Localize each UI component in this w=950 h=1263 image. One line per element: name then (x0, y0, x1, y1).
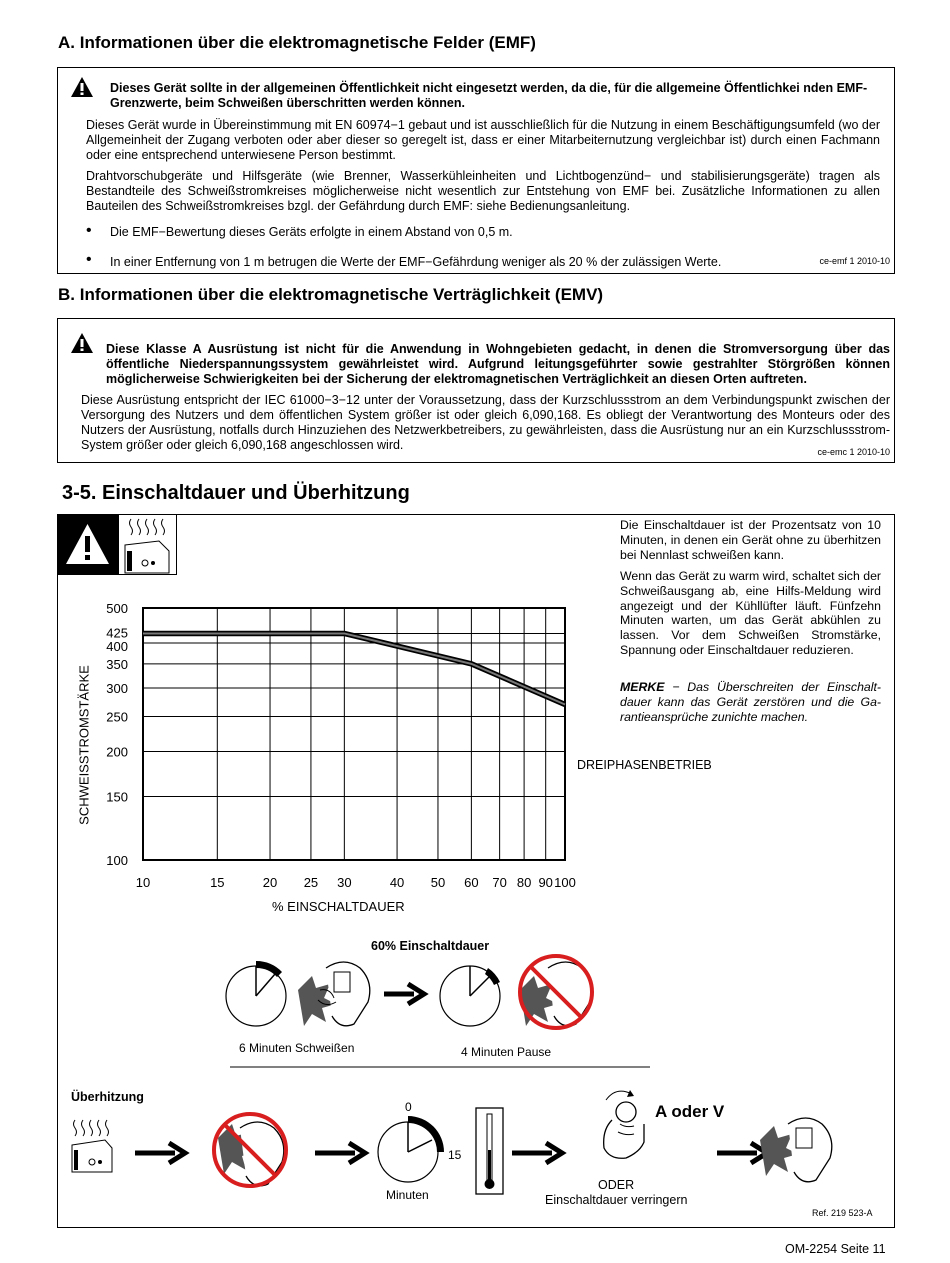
chart-y-tick-label: 400 (106, 638, 128, 654)
pause-label: 4 Minuten Pause (461, 1045, 552, 1059)
duty-text-2: Wenn das Gerät zu warm wird, schaltet sich der Schweißausgang ab, eine Hilfs-Meldung wird angezeigt und der Kühllüfter läuft. Fünfzehn Minuten warten, um das Gerät abkühlen zu lassen. Vor dem Schweißen Stromstärke, Spannung oder Einschaltdauer reduzieren. (620, 569, 881, 657)
emf-bullet-1: Die EMF−Bewertung dieses Geräts erfolgte in einem Abstand von 0,5 m. (110, 225, 513, 239)
chart-x-tick-label: 50 (430, 875, 446, 890)
a-oder-v-label: A oder V (655, 1102, 725, 1121)
emf-para-1: Dieses Gerät wurde in Übereinstimmung mit EN 60974−1 gebaut und ist ausschließlich für die Nutzung in einem Beschäftigungsumfeld (wo der Allgemeinheit der Zugang verboten oder aber dieser so geregelt ist, dass er einer Mitarbeiternutzung vergleichbar ist) durch einen Fachmann oder eine entsprechend unterwiesene Person bestimmt. (86, 118, 880, 162)
chart-y-tick-label: 350 (106, 656, 128, 672)
reduce-label: Einschaltdauer verringern (545, 1193, 688, 1207)
chart-x-tick-label: 90 (538, 875, 553, 890)
arrow-icon (384, 984, 424, 1004)
section-b-title: B. Informationen über die elektromagnetische Verträglichkeit (EMV) (58, 285, 604, 304)
arrow-icon (512, 1143, 562, 1163)
chart-y-tick-label: 150 (106, 789, 128, 805)
hand-knob-icon (604, 1090, 644, 1158)
arrow-icon (135, 1143, 185, 1163)
dreiphase-label: DREIPHASENBETRIEB (577, 758, 712, 772)
oder-label: ODER (598, 1178, 635, 1192)
note-text: − Das Überschreiten der Einschalt- dauer kann das Gerät zerstören und die Ga- rantieansprüche zunichte machen. (620, 680, 881, 724)
duty-text-1: Die Einschaltdauer ist der Prozentsatz von 10 Minuten, in denen ein Gerät ohne zu überhitzen bei Nennlast schweißen kann. (620, 518, 881, 562)
clock-icon (440, 966, 500, 1026)
emv-ref: ce-emc 1 2010-10 (817, 447, 890, 457)
chart-x-tick-label: 60 (464, 875, 479, 890)
figure-ref: Ref. 219 523-A (812, 1208, 873, 1218)
chart-x-tick-label: 15 (210, 875, 225, 890)
welder-icon (760, 1118, 832, 1182)
overheat-label: Überhitzung (71, 1090, 144, 1104)
chart-x-tick-label: 100 (554, 875, 576, 890)
clock-zero: 0 (405, 1100, 412, 1114)
arrow-icon (717, 1143, 767, 1163)
bullet-dot: • (86, 222, 92, 239)
chart-y-tick-label: 250 (106, 709, 128, 725)
hot-machine-icon (72, 1120, 112, 1172)
weld-label: 6 Minuten Schweißen (239, 1041, 355, 1055)
chart-x-tick-label: 70 (492, 875, 507, 890)
page-footer: OM-2254 Seite 11 (785, 1242, 886, 1256)
chart-x-tick-label: 30 (337, 875, 352, 890)
minuten-label: Minuten (386, 1188, 429, 1202)
emf-para-2: Drahtvorschubgeräte und Hilfsgeräte (wie Brenner, Wasserkühleinheiten und Lichtbogenzünd− und stabilisierungsgeräte) tragen als Bestandteile des Schweißstromkreises möglicherweise nicht wesentlich zur Entstehung von EMF bei. Zusätzliche Informationen zu allen Bauteilen des Schweißstromkreises bzgl. der Gefährdung durch EMF: siehe Bedienungsanleitung. (86, 169, 880, 213)
chart-x-tick-label: 40 (389, 875, 405, 890)
bullet-dot: • (86, 251, 92, 268)
arrow-icon (315, 1143, 365, 1163)
chart-y-tick-label: 425 (106, 625, 128, 641)
chart-y-tick-label: 100 (106, 853, 128, 868)
chart-y-tick-label: 200 (106, 744, 128, 760)
section-a-title: A. Informationen über die elektromagnetische Felder (EMF) (58, 33, 536, 52)
duty-title: 60% Einschaltdauer (371, 939, 490, 953)
chart-x-tick-label: 20 (262, 875, 278, 890)
emf-bullet-2: In einer Entfernung von 1 m betrugen die Werte der EMF−Gefährdung weniger als 20 % der zulässigen Werte. (110, 255, 722, 269)
thermometer-icon (476, 1108, 503, 1194)
clock-fifteen: 15 (448, 1148, 462, 1162)
emf-ref: ce-emf 1 2010-10 (819, 256, 890, 266)
section-35-title: 3-5. Einschaltdauer und Überhitzung (62, 482, 410, 504)
clock-icon (226, 961, 286, 1026)
cooling-clock-icon (378, 1116, 444, 1182)
chart-x-tick-label: 10 (135, 875, 151, 890)
chart-y-tick-label: 500 (106, 601, 128, 616)
emv-warning: Diese Klasse A Ausrüstung ist nicht für die Anwendung in Wohngebieten gedacht, in denen die Stromversorgung über das öffentliche Niederspannungssystem gewährleistet wird. Aufgrund leitungsgeführter sowie gestrahlter Störgrößen können möglicherweise Schwierigkeiten bei der Sicherung der elektromagnetischen Verträglichkeit an diesen Orten auftreten. (106, 342, 890, 386)
emv-para: Diese Ausrüstung entspricht der IEC 61000−3−12 unter der Voraussetzung, dass der Kurzschlussstrom an dem Verbindungspunkt zwischen der Versorgung des Nutzers und dem öffentlichen System größer ist oder gleich 6,090,168. Es obliegt der Verantwortung des Monteurs oder des Nutzers der Ausrüstung, notfalls durch Hinzuziehen des Netzwerkbetreibers, zu gewährleisten, dass die Ausrüstung nur an ein Kurzschlussstrom-System größer oder gleich 6,090,168 angeschlossen wird. (81, 393, 890, 452)
chart-x-tick-label: 25 (303, 875, 319, 890)
note-label: MERKE (620, 680, 665, 694)
welder-icon (298, 962, 370, 1026)
emf-warning: Dieses Gerät sollte in der allgemeinen Öffentlichkeit nicht eingesetzt werden, da die, für die allgemeine Öffentlichkei nden EMF-Grenzwerte, beim Schweißen überschritten werden können. (110, 81, 868, 110)
chart-ylabel: SCHWEISSTROMSTÄRKE (76, 665, 92, 825)
no-welding-icon (214, 1114, 286, 1186)
chart-y-tick-label: 300 (106, 680, 128, 696)
chart-x-tick-label: 80 (516, 875, 532, 890)
no-welding-icon (520, 956, 592, 1028)
chart-xlabel: % EINSCHALTDAUER (272, 899, 405, 914)
